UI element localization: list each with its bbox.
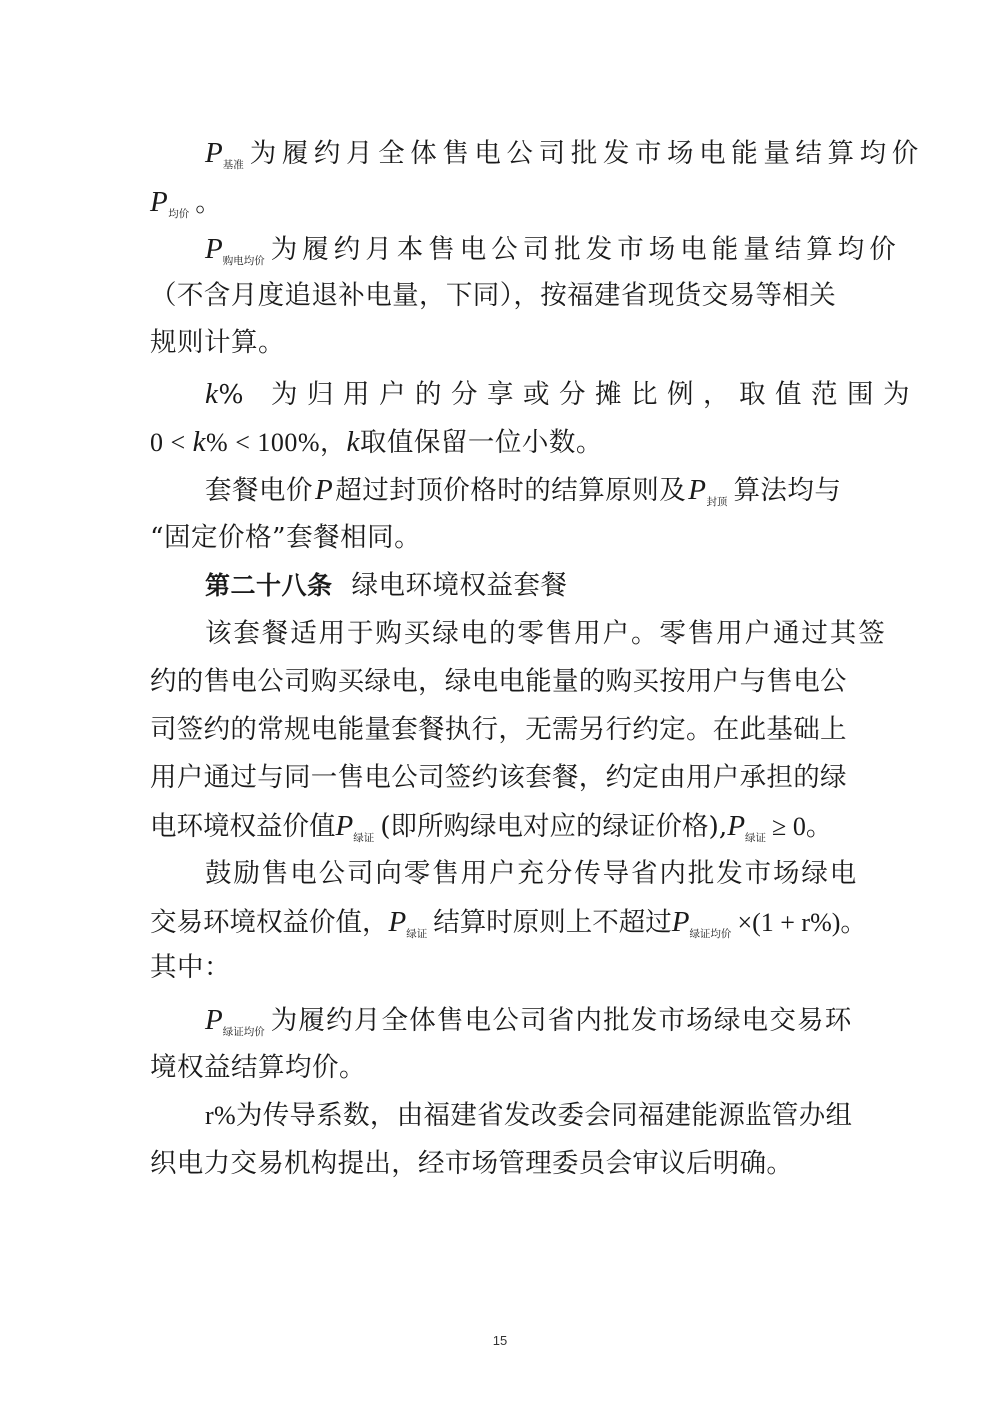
math-text: 0 < [150, 428, 193, 457]
subscript: 绿证均价 [689, 928, 732, 940]
para-line [150, 1048, 850, 1088]
para-line [150, 1000, 853, 1040]
para-line [150, 323, 850, 363]
line-text: 。 [805, 811, 833, 842]
line-text: 该套餐适用于购买绿电的零售用户。零售用户通过其签 [205, 618, 887, 649]
para-line [150, 948, 850, 988]
math-text: ×(1 + r%) [737, 908, 841, 937]
variable-k: k [346, 426, 360, 458]
subscript: 均价 [168, 208, 190, 220]
article-title: 绿电环境权益套餐 [351, 570, 568, 601]
line-text: % 为归用户的分享或分摊比例，取值范围为 [218, 379, 919, 410]
para-line [150, 902, 867, 942]
para-line [150, 758, 850, 798]
para-line [150, 374, 919, 414]
subscript: 绿证 [406, 928, 428, 940]
page-number: 15 [492, 1333, 508, 1348]
line-text: 电环境权益价值 [150, 811, 336, 842]
para-line [150, 276, 850, 316]
math-text: r% [205, 1101, 236, 1130]
article-heading [150, 566, 850, 606]
variable-k: k [205, 378, 219, 410]
para-line [150, 470, 850, 510]
line-text: 超过封顶价格时的结算原则及 [335, 475, 687, 506]
variable-p: P [315, 474, 334, 506]
line-text: 算法均与 [733, 475, 842, 506]
line-text: 为履约月全体售电公司省内批发市场绿电交易环 [270, 1005, 853, 1036]
line-text: 其中： [150, 952, 231, 983]
line-text: 结算时原则上不超过 [433, 907, 672, 938]
para-line [150, 614, 887, 654]
article-number: 第二十八条 [205, 571, 333, 600]
line-text: 境权益结算均价。 [150, 1052, 366, 1083]
line-text: 织电力交易机构提出，经市场管理委员会审议后明确。 [150, 1148, 794, 1179]
subscript: 基准 [222, 159, 244, 171]
variable-p: P [150, 186, 169, 218]
para-line [150, 133, 924, 173]
para-line [150, 806, 850, 846]
subscript: 绿证 [745, 832, 767, 844]
line-text: 为传导系数，由福建省发改委会同福建能源监管办组 [235, 1100, 853, 1131]
para-line [150, 710, 850, 750]
para-line [150, 229, 901, 269]
variable-p: P [671, 906, 690, 938]
math-text: ≥ 0 [772, 812, 806, 841]
subscript: 购电均价 [222, 255, 265, 267]
subscript: 绿证 [353, 832, 375, 844]
line-text: 。 [840, 907, 867, 938]
line-text: 交易环境权益价值， [150, 907, 389, 938]
variable-p: P [205, 1004, 223, 1036]
variable-k: k [192, 426, 207, 458]
para-line [150, 182, 850, 222]
line-text: 约的售电公司购买绿电，绿电电能量的购买按用户与售电公 [150, 666, 847, 697]
math-text: % < 100%， [206, 428, 347, 457]
variable-p: P [688, 474, 707, 506]
line-text: 套餐电价 [205, 475, 313, 506]
line-text: 为履约月本售电公司批发市场电能量结算均价 [270, 234, 901, 265]
line-text: 为履约月全体售电公司批发市场电能量结算均价 [249, 138, 924, 169]
line-text: 鼓励售电公司向零售用户充分传导省内批发市场绿电 [205, 858, 859, 889]
variable-p: P [205, 233, 223, 265]
para-line [150, 518, 850, 558]
para-line [150, 662, 850, 702]
subscript: 绿证均价 [222, 1026, 265, 1038]
line-text: “固定价格”套餐相同。 [150, 522, 422, 553]
para-line [150, 1096, 853, 1136]
variable-p: P [388, 906, 407, 938]
line-text: 用户通过与同一售电公司签约该套餐，约定由用户承担的绿 [150, 762, 847, 793]
line-text: 规则计算。 [150, 327, 285, 358]
variable-p: P [205, 137, 223, 169]
para-line [150, 422, 850, 462]
variable-p: P [335, 810, 354, 842]
line-text: （不含月度追退补电量，下同），按福建省现货交易等相关 [150, 280, 837, 311]
line-text: 取值保留一位小数。 [359, 427, 603, 458]
variable-p: P [727, 810, 746, 842]
subscript: 封顶 [706, 496, 728, 508]
para-line [150, 1144, 850, 1184]
line-text: (即所购绿电对应的绿证价格), [380, 811, 728, 842]
line-text: 司签约的常规电能量套餐执行，无需另行约定。在此基础上 [150, 714, 847, 745]
line-text: 。 [195, 187, 223, 218]
para-line [150, 854, 859, 894]
